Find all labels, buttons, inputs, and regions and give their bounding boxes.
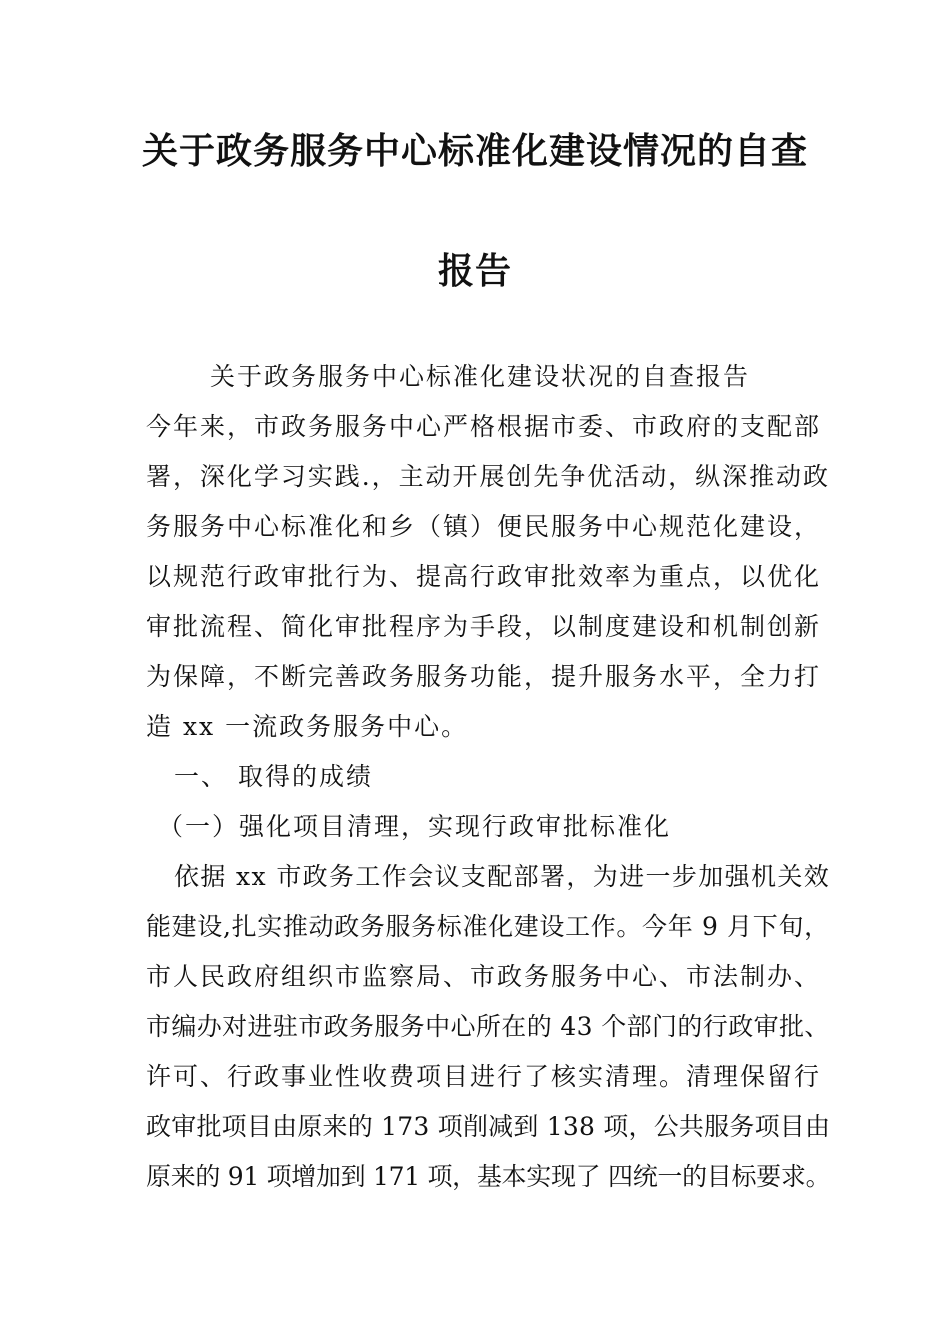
paragraph-line: 政审批项目由原来的 173 项削减到 138 项，公共服务项目由 bbox=[146, 1112, 831, 1141]
paragraph-line: 以规范行政审批行为、提高行政审批效率为重点，以优化 bbox=[146, 562, 822, 591]
subsection-heading: （一）强化项目清理，实现行政审批标准化 bbox=[158, 812, 672, 841]
paragraph-line: 依据 xx 市政务工作会议支配部署，为进一步加强机关效 bbox=[174, 862, 831, 891]
paragraph-line: 能建设,扎实推动政务服务标准化建设工作。今年 9 月下旬， bbox=[146, 912, 830, 941]
paragraph-line: 今年来，市政务服务中心严格根据市委、市政府的支配部 bbox=[146, 412, 822, 441]
paragraph-line: 务服务中心标准化和乡（镇）便民服务中心规范化建设， bbox=[146, 512, 822, 541]
paragraph-line: 市编办对进驻市政务服务中心所在的 43 个部门的行政审批、 bbox=[146, 1012, 830, 1041]
section-heading: 一、 取得的成绩 bbox=[174, 762, 373, 791]
paragraph-line: 为保障，不断完善政务服务功能，提升服务水平，全力打 bbox=[146, 662, 822, 691]
paragraph-line: 署，深化学习实践.，主动开展创先争优活动，纵深推动政 bbox=[146, 462, 830, 491]
paragraph-line: 市人民政府组织市监察局、市政务服务中心、市法制办、 bbox=[146, 962, 822, 991]
document-title-line-1: 关于政务服务中心标准化建设情况的自查 bbox=[141, 131, 808, 172]
paragraph-line: 审批流程、简化审批程序为手段，以制度建设和机制创新 bbox=[146, 612, 822, 641]
document-title-line-2: 报告 bbox=[437, 251, 512, 292]
paragraph-line: 造 xx 一流政务服务中心。 bbox=[146, 712, 469, 741]
document-subtitle: 关于政务服务中心标准化建设状况的自查报告 bbox=[210, 362, 751, 391]
paragraph-line: 许可、行政事业性收费项目进行了核实清理。清理保留行 bbox=[146, 1062, 822, 1091]
paragraph-line: 原来的 91 项增加到 171 项，基本实现了 四统一的目标要求。 bbox=[146, 1162, 831, 1191]
